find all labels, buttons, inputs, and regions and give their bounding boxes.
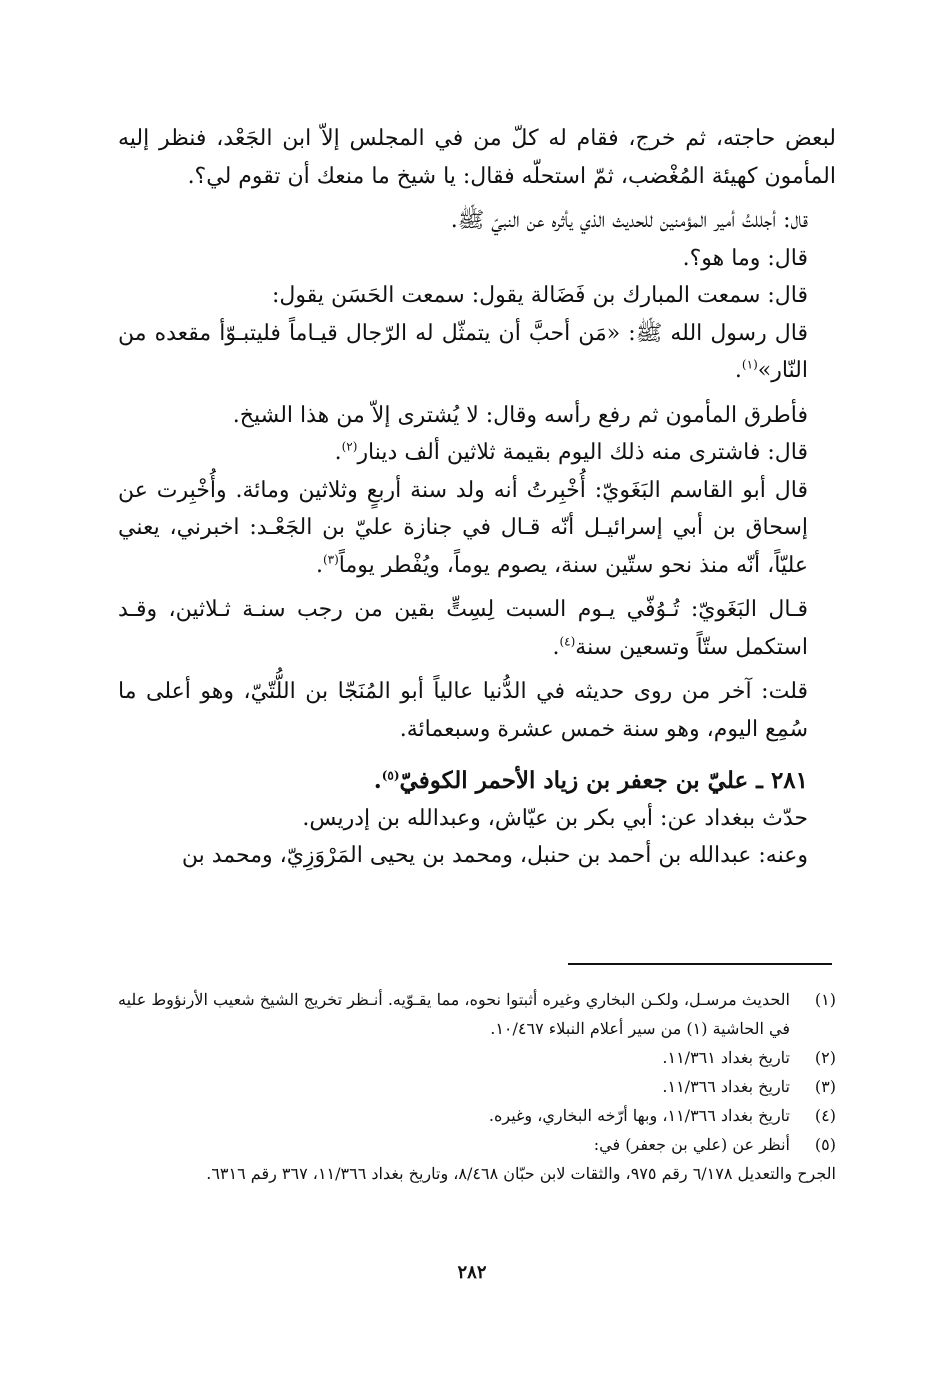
- paragraph: قال: سمعت المبارك بن فَضَالة يقول: سمعت الحَسَن يقول:: [271, 283, 808, 308]
- page-number: ٢٨٢: [457, 1262, 487, 1283]
- footnote-text: تاريخ بغداد ١١/٣٦١.: [662, 1048, 790, 1067]
- paragraph-text: قـال البَغَويّ: تُـوُفّي يـوم السبت لِسِتٍّ بقين من رجب سنـة ثـلاثين، وقـد استكمل ستّاً وتسعين سنة: [118, 597, 808, 660]
- paragraph: وعنه: عبدالله بن أحمد بن حنبل، ومحمد بن يحيى المَرْوَزِيّ، ومحمد بن: [181, 843, 808, 868]
- paragraph-text: قال أبو القاسم البَغَويّ: أُخْبِرتُ أنه ولد سنة أربعٍ وثلاثين ومائة. وأُخْبِرت عن إسحاق بن أبي إسرائيـل أنّه قـال في جنازة عليّ بن الجَعْـد: اخبرني، يعني عليّاً، أنّه منذ نحو ستّين سنة، يصوم يوماً، ويُفْطر يوماً: [118, 477, 808, 578]
- footnote: [118, 1072, 836, 1101]
- footnote-ref[interactable]: (٢): [341, 439, 358, 454]
- footnote-ref[interactable]: (٣): [322, 552, 339, 567]
- period: .: [552, 634, 560, 660]
- footnote: [118, 985, 836, 1043]
- footnote-text: تاريخ بغداد ١١/٣٦٦.: [662, 1077, 790, 1096]
- footnote: [118, 1043, 836, 1072]
- paragraph: لبعض حاجته، ثم خرج، فقام له كلّ من في المجلس إلاّ ابن الجَعْد، فنظر إليه المأمون كهيئة المُغْضب، ثمّ استحلّه فقال: يا شيخ ما منعك أن تقوم لي؟.: [118, 126, 836, 189]
- footnote-number: (١): [814, 990, 836, 1009]
- entry-heading-text: ٢٨١ ـ عليّ بن جعفر بن زياد الأحمر الكوفيّ: [399, 767, 808, 794]
- period: .: [373, 767, 382, 794]
- period: .: [334, 440, 342, 465]
- paragraph: فأطرق المأمون ثم رفع رأسه وقال: لا يُشترى إلاّ من هذا الشيخ.: [232, 402, 808, 428]
- footnote-continuation: الجرح والتعديل ٦/١٧٨ رقم ٩٧٥، والثقات لابن حبّان ٨/٤٦٨، وتاريخ بغداد ١١/٣٦٦، ٣٦٧ رقم ٦٣١٦.: [206, 1164, 836, 1183]
- paragraph: [118, 591, 836, 666]
- paragraph: حدّث ببغداد عن: أبي بكر بن عيّاش، وعبدالله بن إدريس.: [302, 805, 808, 831]
- entry-heading: [118, 762, 836, 800]
- footnote-text: تاريخ بغداد ١١/٣٦٦، وبها أرّخه البخاري، وغيره.: [488, 1106, 790, 1125]
- paragraph-text: قال رسول الله ﷺ: «مَن أحبَّ أن يتمثّل له الرّجال قيـاماً فليتبـوّأ مقعده من النّار»: [118, 320, 808, 383]
- footnote-number: (٢): [814, 1048, 836, 1067]
- paragraph: [118, 315, 836, 390]
- paragraph: [118, 472, 836, 585]
- footnote: [118, 1101, 836, 1130]
- paragraph: قلت: آخر من روى حديثه في الدُّنيا عالياً أبو المُنَجّا بن اللُّتّيّ، وهو أعلى ما سُمِع اليوم، وهو سنة خمس عشرة وسبعمائة.: [118, 679, 808, 742]
- period: .: [734, 358, 742, 383]
- paragraph: قال: أجللتُ أمير المؤمنين للحديث الذي يأثره عن النبيّ ﷺ.: [450, 208, 808, 233]
- footnote-ref[interactable]: (٥): [381, 768, 400, 783]
- footnote-ref[interactable]: (٤): [559, 634, 576, 649]
- footnote-text: الحديث مرسـل، ولكـن البخاري وغيره أثبتوا نحوه، مما يقـوّيه. أنـظر تخريج الشيخ شعيب الأرنؤوط عليه في الحاشية (١) من سير أعلام النبلاء ١٠/٤٦٧.: [118, 990, 790, 1038]
- footnotes: [118, 985, 836, 1188]
- footnote-ref[interactable]: (١): [741, 357, 758, 372]
- footnote: [118, 1130, 836, 1159]
- footnote-number: (٣): [814, 1077, 836, 1096]
- footnote-text: أنظر عن (علي بن جعفر) في:: [593, 1135, 790, 1154]
- paragraph: [118, 434, 836, 472]
- period: .: [315, 552, 323, 578]
- footnote-number: (٤): [814, 1106, 836, 1125]
- footnote-number: (٥): [814, 1135, 836, 1154]
- paragraph-text: قال: فاشترى منه ذلك اليوم بقيمة ثلاثين ألف دينار: [357, 440, 808, 465]
- paragraph: قال: وما هو؟.: [682, 245, 808, 271]
- footnote-separator: [568, 963, 832, 965]
- main-text: [118, 120, 836, 875]
